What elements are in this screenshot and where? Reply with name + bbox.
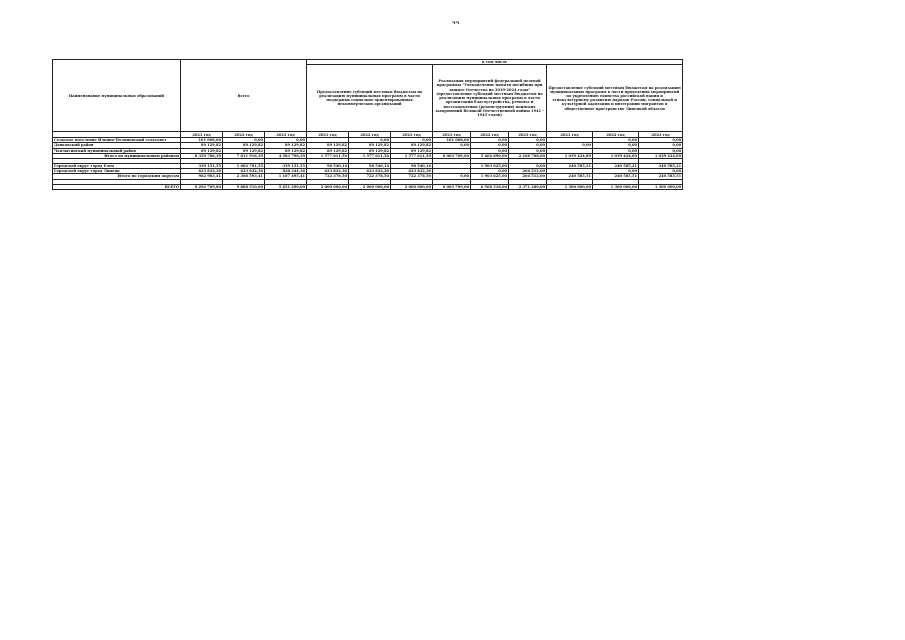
value-cell: 9 888 510,00 xyxy=(223,184,265,189)
value-cell: 2 166 768,00 xyxy=(509,153,547,158)
value-cell: 0,00 xyxy=(593,169,639,174)
total-header: Всего xyxy=(181,60,307,132)
value-cell: 6 003 709,00 xyxy=(433,153,471,158)
value-cell: 1 039 424,89 xyxy=(593,153,639,158)
table-body xyxy=(53,138,683,190)
row-name: Сельское поселение Ильино-Поляновский сельсовет xyxy=(53,138,181,143)
value-cell: 1 039 424,89 xyxy=(639,153,683,158)
value-cell: 722 378,50 xyxy=(307,174,349,179)
value-cell: 98 540,14 xyxy=(349,164,391,169)
value-cell: 9 292 769,80 xyxy=(181,184,223,189)
value-cell: 7 811 916,39 xyxy=(223,153,265,158)
value-cell: 89 129,82 xyxy=(391,143,433,148)
year-header: 2022 год xyxy=(223,132,265,138)
row-name: Итого по городским округам xyxy=(53,174,181,179)
year-header: 2021 год xyxy=(181,132,223,138)
value-cell: 98 540,14 xyxy=(307,164,349,169)
value-cell: 1 167 495,41 xyxy=(265,174,307,179)
value-cell: 0,00 xyxy=(593,143,639,148)
value-cell: 0,00 xyxy=(471,143,509,148)
value-cell: 2 000 000,00 xyxy=(349,184,391,189)
value-cell: 962 983,41 xyxy=(181,174,223,179)
value-cell: 722 378,50 xyxy=(391,174,433,179)
page-number: ЧЧ xyxy=(452,20,460,25)
budget-table xyxy=(52,59,683,190)
value-cell: 161 008,00 xyxy=(433,138,471,143)
table-row xyxy=(53,153,683,158)
value-cell: 89 129,82 xyxy=(181,148,223,153)
value-cell: 339 151,55 xyxy=(265,164,307,169)
value-cell: 623 832,36 xyxy=(223,169,265,174)
value-cell: 0,00 xyxy=(593,138,639,143)
name-header: Наименование муниципальных образований xyxy=(53,60,181,132)
value-cell: 89 129,82 xyxy=(391,148,433,153)
row-name: ВСЕГО xyxy=(53,184,181,189)
value-cell: 89 129,82 xyxy=(307,143,349,148)
value-cell: 240 585,21 xyxy=(639,164,683,169)
value-cell: 0,00 xyxy=(509,143,547,148)
value-cell: 0,00 xyxy=(433,143,471,148)
value-cell: 0,00 xyxy=(349,138,391,143)
value-cell: 0,00 xyxy=(471,169,509,174)
value-cell: 623 832,36 xyxy=(391,169,433,174)
value-cell: 623 832,36 xyxy=(307,169,349,174)
value-cell: 2 000 000,00 xyxy=(391,184,433,189)
value-cell: 0,00 xyxy=(547,143,593,148)
value-cell: 89 129,82 xyxy=(265,148,307,153)
year-header: 2021 год xyxy=(433,132,471,138)
value-cell: 0,00 xyxy=(639,148,683,153)
value-cell: 1 300 000,00 xyxy=(547,184,593,189)
value-cell: 0,00 xyxy=(639,169,683,174)
group-header-nko: Предоставление субсидий местным бюджетам на реализацию муниципальных программ в части поддержки социально ориентированных некоммерческих организаций xyxy=(307,65,433,132)
value-cell: 89 129,82 xyxy=(349,143,391,148)
year-header: 2023 год xyxy=(509,132,547,138)
value-cell: 2 000 000,00 xyxy=(307,184,349,189)
row-name: Городской округ город Елец xyxy=(53,164,181,169)
value-cell: 240 585,51 xyxy=(547,174,593,179)
year-header: 2021 год xyxy=(307,132,349,138)
value-cell: 2 371 280,00 xyxy=(509,184,547,189)
value-cell: 204 512,00 xyxy=(509,169,547,174)
group-header-unity: Предоставление субсидий местным бюджетам на реализацию муниципальных программ в части проведения мероприятий по укреплению единства российской нации и этнокультурному развитию народов России, социальной и культурной адаптации и интеграции мигрантов в общественное пространство Липецкой области xyxy=(547,65,683,132)
value-cell: 161 008,00 xyxy=(181,138,223,143)
value-cell: 1 682 781,55 xyxy=(223,164,265,169)
value-cell: 240 585,51 xyxy=(593,174,639,179)
value-cell: 0,00 xyxy=(391,138,433,143)
year-header: 2023 год xyxy=(639,132,683,138)
value-cell: 4 583 796,39 xyxy=(265,153,307,158)
row-name: Чаплыгинский муниципальный район xyxy=(53,148,181,153)
value-cell: 0,00 xyxy=(639,138,683,143)
including-header: в том числе xyxy=(307,60,683,65)
value-cell: 89 129,82 xyxy=(265,143,307,148)
row-name: Городской округ город Липецк xyxy=(53,169,181,174)
year-header: 2023 год xyxy=(265,132,307,138)
value-cell: 1 903 625,00 xyxy=(471,174,509,179)
value-cell: 6 508 516,00 xyxy=(471,184,509,189)
value-cell: 1 300 000,00 xyxy=(593,184,639,189)
value-cell: 0,00 xyxy=(265,138,307,143)
value-cell: 0,00 xyxy=(593,148,639,153)
table-row xyxy=(53,174,683,179)
value-cell: 339 151,55 xyxy=(181,164,223,169)
year-header: 2022 год xyxy=(471,132,509,138)
table-row xyxy=(53,184,683,189)
value-cell: 1 903 625,00 xyxy=(471,164,509,169)
value-cell: 2 306 593,41 xyxy=(223,174,265,179)
value-cell: 0,00 xyxy=(509,148,547,153)
year-header: 2022 год xyxy=(349,132,391,138)
value-cell: 89 129,82 xyxy=(307,148,349,153)
value-cell: 0,00 xyxy=(471,138,509,143)
value-cell: 5 651 290,00 xyxy=(265,184,307,189)
value-cell: 98 540,14 xyxy=(391,164,433,169)
value-cell: 0,00 xyxy=(433,174,471,179)
value-cell: 204 512,00 xyxy=(509,174,547,179)
value-cell: 0,00 xyxy=(509,138,547,143)
value-cell: 722 378,50 xyxy=(349,174,391,179)
row-name: Итого по муниципальным районам xyxy=(53,153,181,158)
value-cell: 1 300 000,00 xyxy=(639,184,683,189)
value-cell: 89 129,82 xyxy=(349,148,391,153)
year-header: 2023 год xyxy=(391,132,433,138)
value-cell: 6 003 709,00 xyxy=(433,184,471,189)
value-cell: 89 129,82 xyxy=(223,143,265,148)
value-cell: 0,00 xyxy=(471,148,509,153)
value-cell: 89 129,82 xyxy=(223,148,265,153)
row-name: Данковский район xyxy=(53,143,181,148)
value-cell: 240 585,21 xyxy=(547,164,593,169)
value-cell: 1 577 611,50 xyxy=(307,153,349,158)
value-cell: 0,00 xyxy=(639,143,683,148)
group-header-memorial: Реализация мероприятий федеральной целевой программы "Увековечение памяти погибших при защите Отечества на 2019-2024 годы" (предоставление субсидий местным бюджетам на реализацию муниципальных программ в части организации благоустройства, ремонта и восстановления (реконструкции) воинских захоронений Великой Отечественной войны 1941 - 1945 годов) xyxy=(433,65,547,132)
value-cell: 0,00 xyxy=(509,164,547,169)
year-header: 2022 год xyxy=(593,132,639,138)
year-header: 2021 год xyxy=(547,132,593,138)
value-cell: 623 832,36 xyxy=(349,169,391,174)
value-cell: 0,00 xyxy=(223,138,265,143)
value-cell: 623 832,36 xyxy=(181,169,223,174)
value-cell: 89 129,82 xyxy=(181,143,223,148)
value-cell: 1 577 611,50 xyxy=(349,153,391,158)
value-cell: 240 585,21 xyxy=(593,164,639,169)
value-cell: 1 577 611,50 xyxy=(391,153,433,158)
value-cell: 8 329 786,39 xyxy=(181,153,223,158)
value-cell: 1 039 424,89 xyxy=(547,153,593,158)
value-cell: 5 464 890,00 xyxy=(471,153,509,158)
value-cell: 240 585,51 xyxy=(639,174,683,179)
value-cell: 828 344,36 xyxy=(265,169,307,174)
